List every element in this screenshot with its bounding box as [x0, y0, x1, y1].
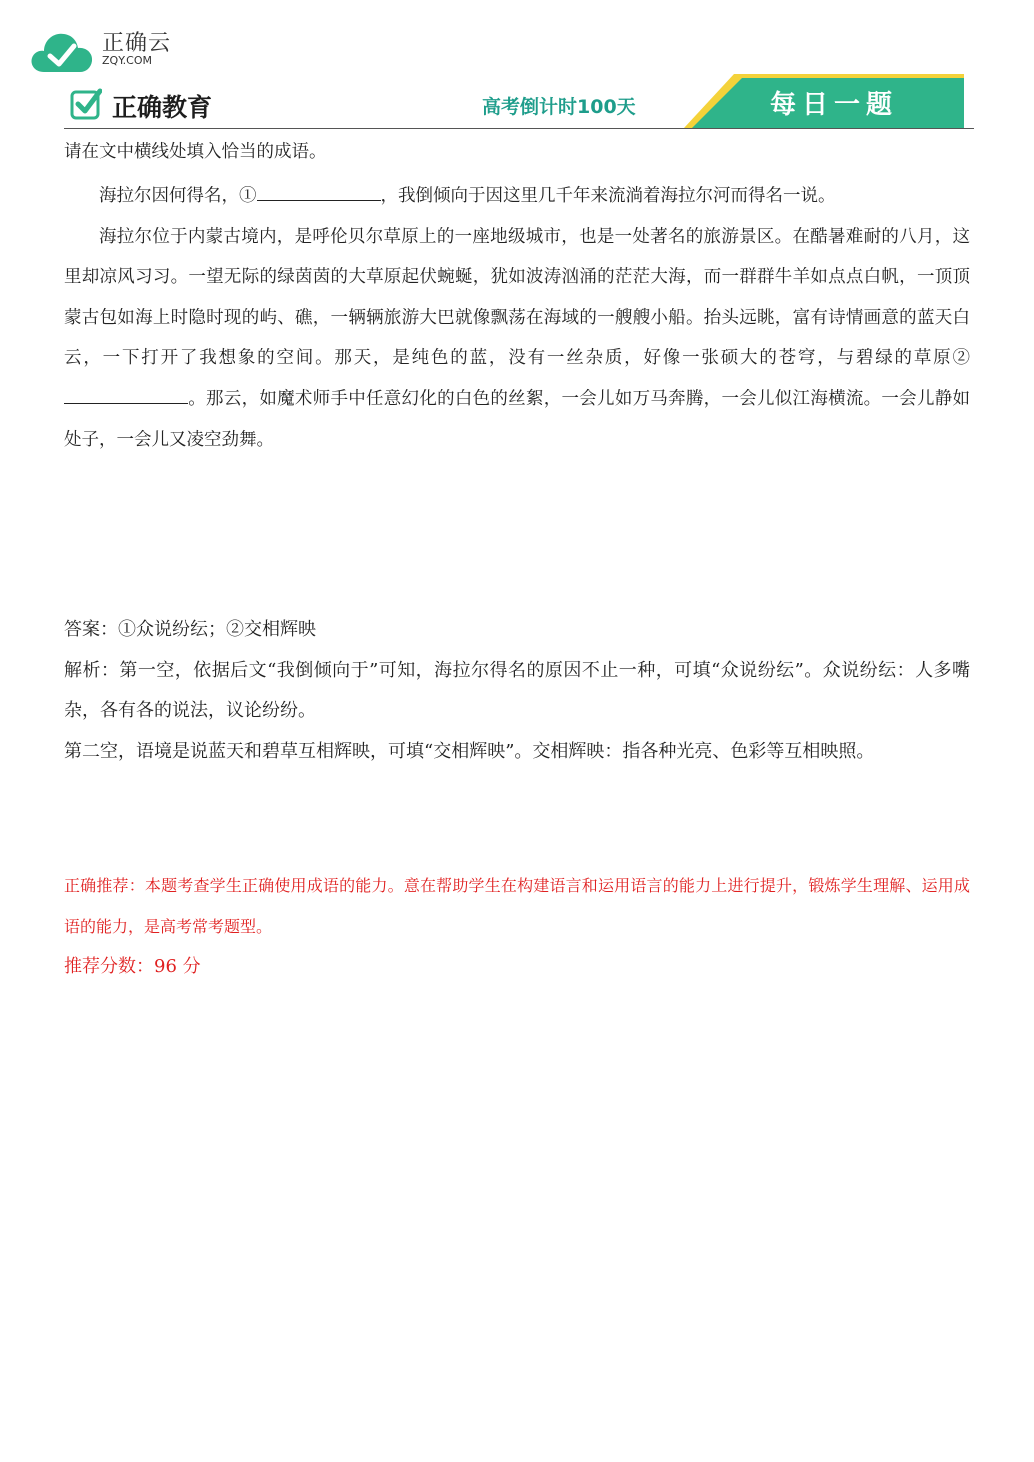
- blank-2: [64, 385, 188, 404]
- cloud-check-icon: [30, 30, 94, 74]
- countdown-label: 高考倒计时100天: [482, 96, 636, 118]
- brand-name: 正确教育: [112, 93, 213, 122]
- passage-text: 。那云，如魔术师手中任意幻化的白色的丝絮，一会儿如万马奔腾，一会儿似江海横流。一会儿静如处子，一会儿又凌空劲舞。: [64, 388, 970, 450]
- recommendation-section: [64, 866, 970, 987]
- analysis-paragraph-1: 解析：第一空，依据后文“我倒倾向于”可知，海拉尔得名的原因不止一种，可填“众说纷纭”。众说纷纭：人多嘴杂，各有各的说法，议论纷纷。: [64, 659, 970, 722]
- question-instruction: 请在文中横线处填入恰当的成语。: [64, 142, 327, 162]
- analysis-paragraph-2: 第二空，语境是说蓝天和碧草互相辉映，可填“交相辉映”。交相辉映：指各种光亮、色彩等互相映照。: [64, 740, 875, 762]
- banner-title: 每日一题: [770, 90, 899, 120]
- page-header: [64, 74, 972, 130]
- zqy-logo: [30, 24, 180, 74]
- passage-text: 海拉尔因何得名，①: [99, 186, 257, 206]
- passage-paragraph-1: [64, 176, 970, 217]
- logo-name: 正确云: [102, 31, 172, 56]
- recommendation-score: 推荐分数：96 分: [64, 956, 201, 978]
- checkbox-icon: [70, 88, 102, 120]
- answer-section: [64, 610, 970, 772]
- passage-paragraph-2: [64, 217, 970, 461]
- blank-1: [257, 182, 381, 201]
- answer-line: 答案：①众说纷纭；②交相辉映: [64, 619, 316, 640]
- recommendation-text: 正确推荐：本题考查学生正确使用成语的能力。意在帮助学生在构建语言和运用语言的能力上进行提升，锻炼学生理解、运用成语的能力，是高考常考题型。: [64, 876, 970, 936]
- passage-text: 海拉尔位于内蒙古境内，是呼伦贝尔草原上的一座地级城市，也是一处著名的旅游景区。在酷暑难耐的八月，这里却凉风习习。一望无际的绿茵茵的大草原起伏蜿蜒，犹如波涛汹涌的茫茫大海，而一群群牛羊如点点白帆，一顶顶蒙古包如海上时隐时现的屿、礁，一辆辆旅游大巴就像飘荡在海域的一艘艘小船。抬头远眺，富有诗情画意的蓝天白云，一下打开了我想象的空间。那天，是纯色的蓝，没有一丝杂质，好像一张硕大的苍穹，与碧绿的草原②: [64, 226, 970, 369]
- header-divider: [64, 128, 974, 129]
- logo-domain: ZQY.COM: [102, 54, 153, 67]
- passage-text: ，我倒倾向于因这里几千年来流淌着海拉尔河而得名一说。: [380, 186, 836, 206]
- question-section: [64, 136, 970, 460]
- passage: [64, 176, 970, 460]
